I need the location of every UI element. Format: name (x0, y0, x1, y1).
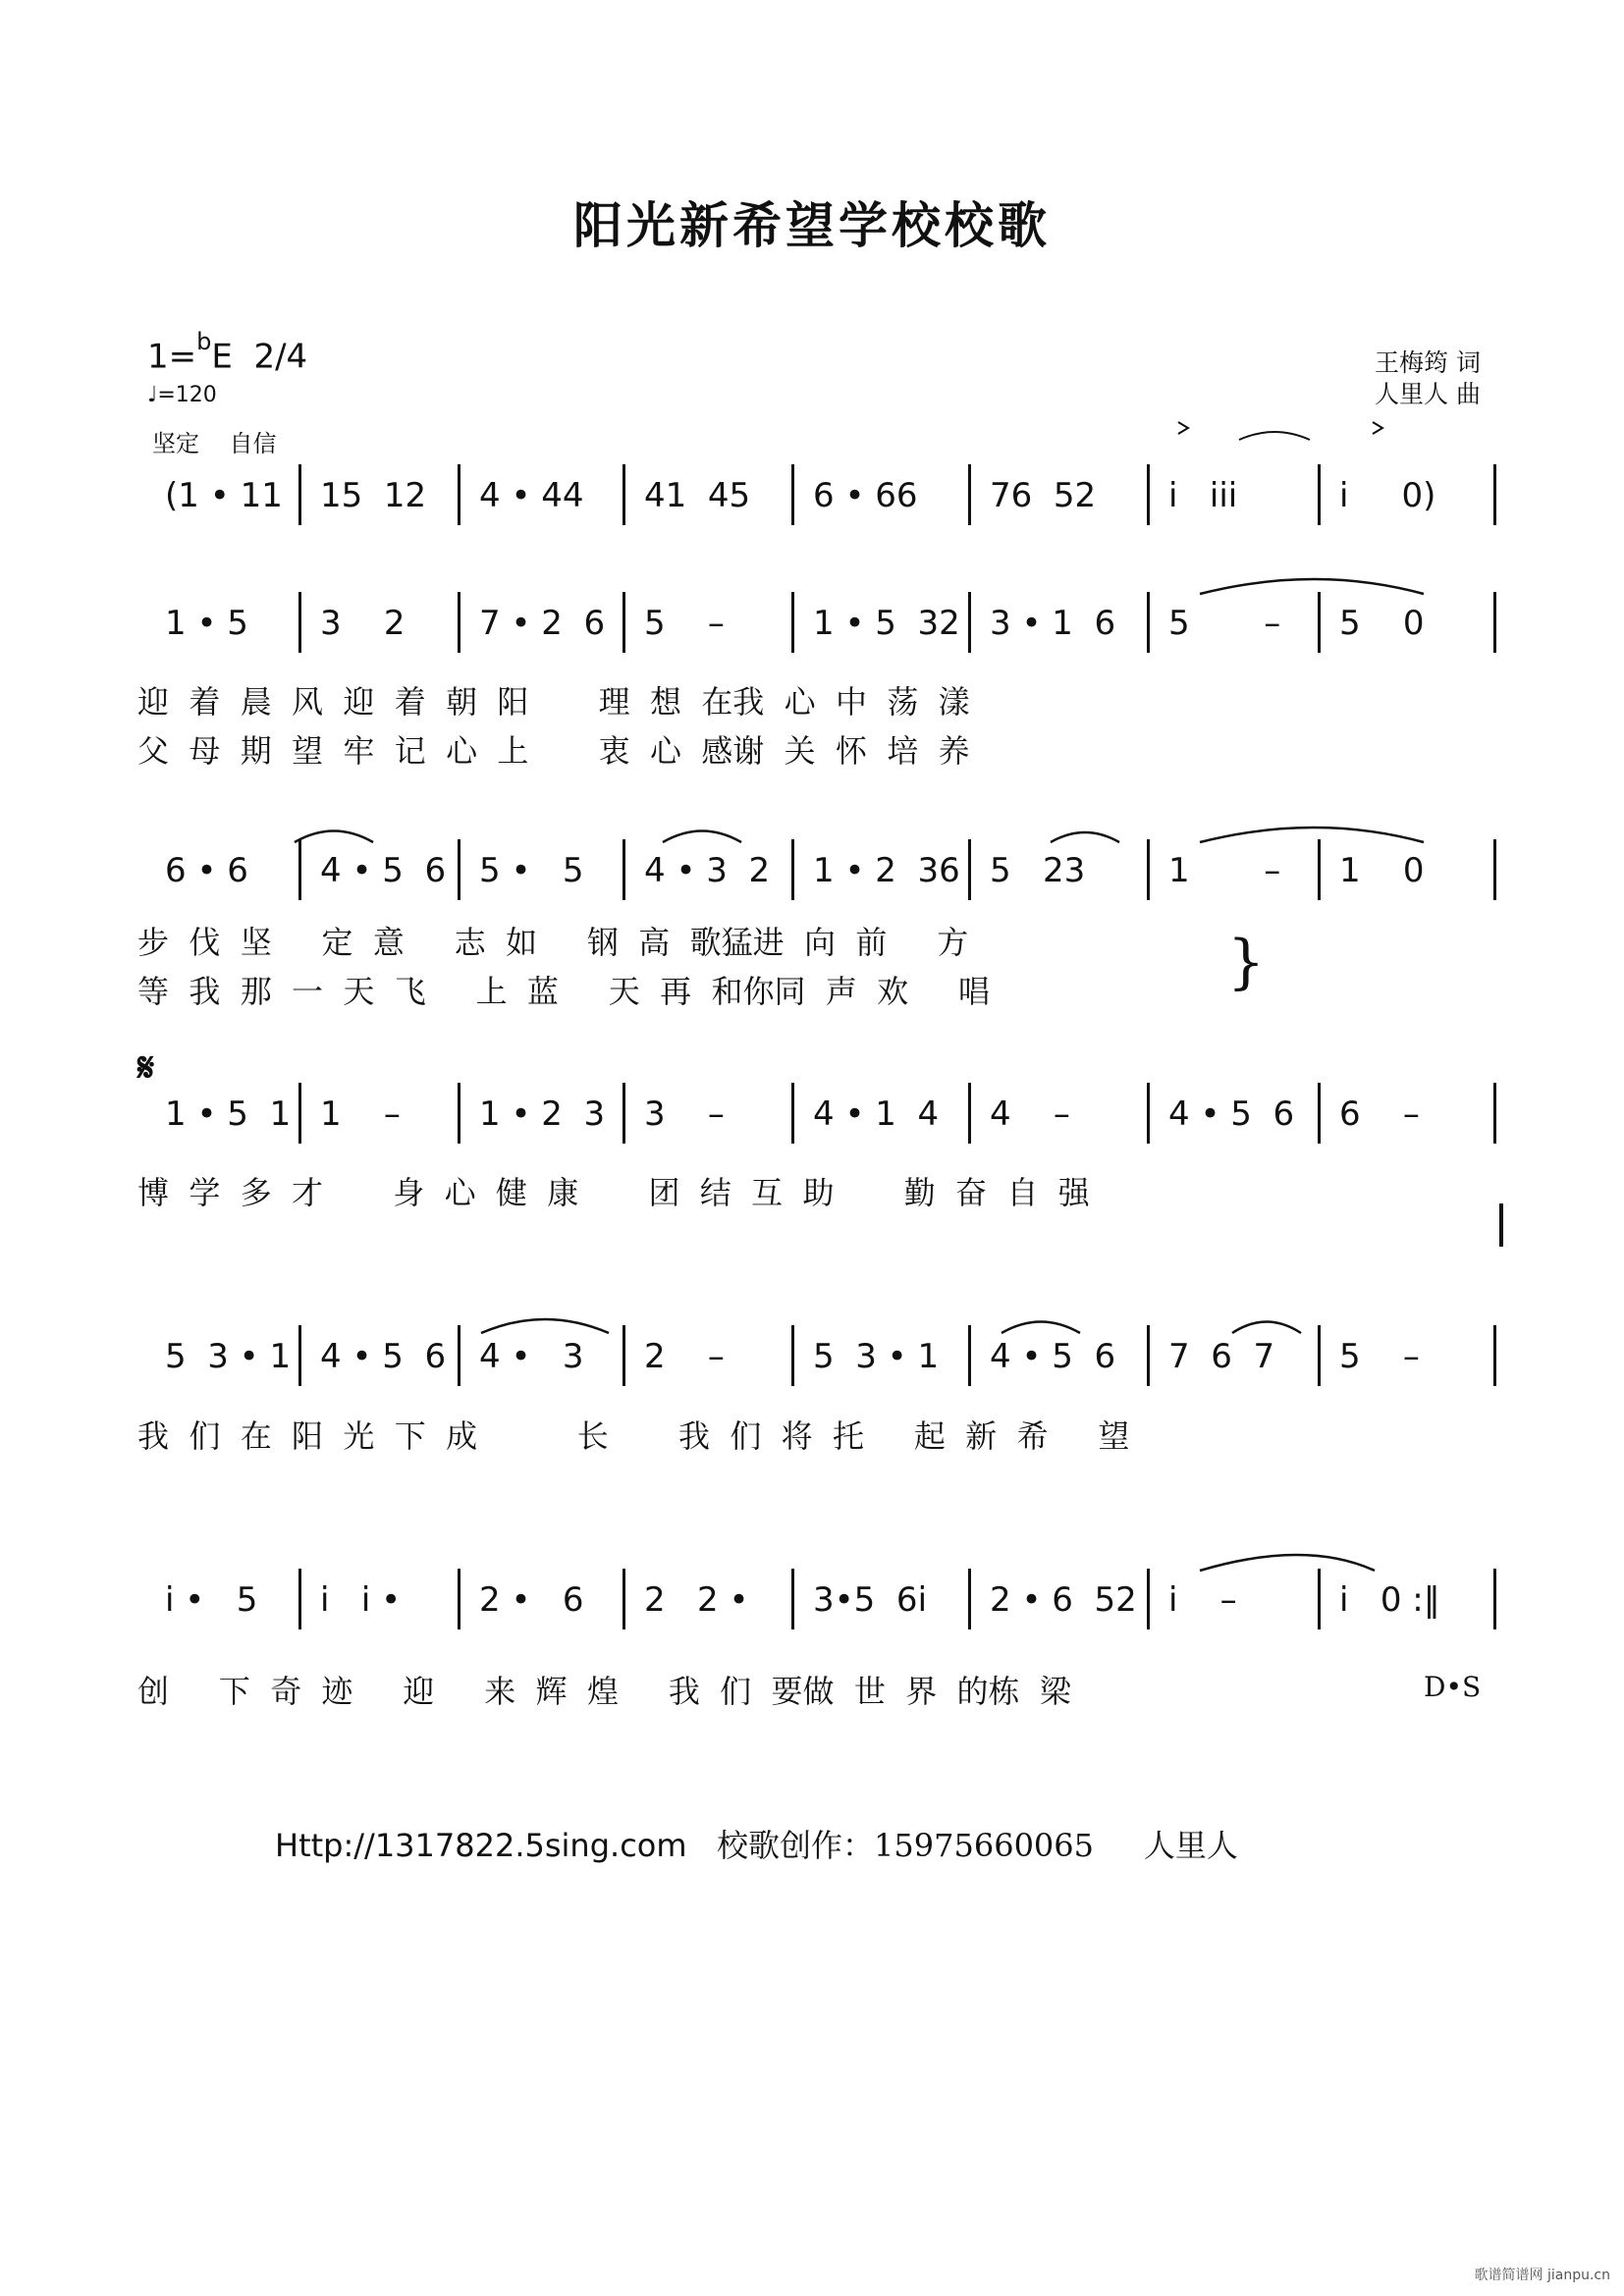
verse-brace: } (1227, 928, 1266, 996)
measure: 1 • 2 3 (479, 1095, 606, 1134)
measure: i – (1168, 1580, 1237, 1620)
flat-sign: b (196, 328, 212, 355)
tempo-marking: ♩=120 (147, 383, 217, 407)
slur-row5-c (1232, 1322, 1301, 1334)
barline (1493, 592, 1496, 653)
measure: 6 • 6 (165, 851, 248, 890)
barline (623, 1325, 625, 1386)
barline (791, 839, 794, 900)
measure: 5 • 5 (479, 851, 584, 890)
barline (458, 464, 460, 525)
barline (458, 592, 460, 653)
time-signature: 2/4 (253, 337, 308, 377)
barline (1147, 464, 1150, 525)
measure: 2 – (644, 1337, 725, 1376)
barline (1147, 592, 1150, 653)
barline (1318, 839, 1321, 900)
barline (968, 1325, 971, 1386)
barline (458, 1083, 460, 1144)
barline (623, 1569, 625, 1629)
barline (1318, 464, 1321, 525)
slur-row5-b (1001, 1322, 1080, 1334)
slur-row3-b (663, 831, 741, 843)
staff-row (137, 1337, 1512, 1396)
lyric-line (137, 967, 1512, 1010)
barline (1318, 592, 1321, 653)
stray-barline (1499, 1203, 1503, 1247)
tie-row6 (1200, 1555, 1375, 1571)
measure: 5 23 (990, 851, 1086, 890)
barline (1493, 1569, 1496, 1629)
measure: 6 • 66 (813, 476, 918, 515)
measure: 3•5 6i (813, 1580, 928, 1620)
measure: 4 • 5 6 (1168, 1095, 1295, 1134)
measure: 5 0 (1339, 604, 1425, 643)
barline (968, 839, 971, 900)
barline (1493, 1325, 1496, 1386)
barline (968, 592, 971, 653)
barline (791, 592, 794, 653)
barline (1147, 1325, 1150, 1386)
staff-row (137, 1095, 1512, 1153)
measure: 1 • 5 1 (165, 1095, 292, 1134)
barline (791, 1083, 794, 1144)
barline (1493, 464, 1496, 525)
lyric-text: 我 们 在 阳 光 下 成 长 我 们 将 托 起 新 希 望 (137, 1417, 1130, 1455)
barline (1493, 839, 1496, 900)
expression-marking: 坚定 自信 (152, 430, 277, 457)
lyric-line (137, 1168, 1512, 1211)
barline (1318, 1569, 1321, 1629)
barline (1147, 1569, 1150, 1629)
barline (623, 1083, 625, 1144)
barline (458, 1325, 460, 1386)
barline (298, 1083, 301, 1144)
barline (298, 592, 301, 653)
slur-row3-a (295, 831, 373, 843)
lyric-text: 博 学 多 才 身 心 健 康 团 结 互 助 勤 奋 自 强 (137, 1174, 1090, 1211)
measure: i 0 :‖ (1339, 1580, 1440, 1620)
key-prefix: 1= (147, 337, 197, 377)
triplet-slur (1239, 432, 1310, 440)
measure: 4 • 3 (479, 1337, 584, 1376)
barline (1493, 1083, 1496, 1144)
measure: 1 • 5 32 (813, 604, 960, 643)
barline (458, 1569, 460, 1629)
footer-label: 校歌创作：15975660065 (717, 1827, 1095, 1864)
measure: 1 – (1168, 851, 1281, 890)
footer (275, 1821, 1238, 1866)
footer-author: 人里人 (1143, 1827, 1238, 1864)
lyric-line (137, 1412, 1512, 1455)
lyric-text: 父 母 期 望 牢 记 心 上 衷 心 感谢 关 怀 培 养 (137, 732, 970, 770)
tie-row2 (1200, 579, 1424, 594)
measure: (1 • 11 (165, 476, 283, 515)
measure: 3 • 1 6 (990, 604, 1116, 643)
barline (1147, 839, 1150, 900)
measure: 1 • 2 36 (813, 851, 960, 890)
composer-credit: 人里人 曲 (1375, 380, 1481, 408)
lyric-text: 迎 着 晨 风 迎 着 朝 阳 理 想 在我 心 中 荡 漾 (137, 683, 970, 721)
measure: 5 3 • 1 (165, 1337, 292, 1376)
lyric-line (137, 726, 1512, 770)
barline (298, 1325, 301, 1386)
measure: 1 – (320, 1095, 401, 1134)
measure: 4 • 5 6 (320, 1337, 447, 1376)
barline (298, 1569, 301, 1629)
measure: 4 • 3 2 (644, 851, 771, 890)
measure: 15 12 (320, 476, 427, 515)
measure: 4 • 5 6 (990, 1337, 1116, 1376)
barline (1318, 1083, 1321, 1144)
measure: 2 • 6 52 (990, 1580, 1137, 1620)
slur-row5-a (481, 1319, 609, 1333)
watermark: 歌谱简谱网 jianpu.cn (1474, 2268, 1610, 2283)
lyric-text: 等 我 那 一 天 飞 上 蓝 天 再 和你同 声 欢 唱 (137, 973, 991, 1010)
measure: 4 – (990, 1095, 1070, 1134)
accent-mark (1373, 422, 1382, 434)
staff-row (137, 604, 1512, 663)
measure: 2 2 • (644, 1580, 749, 1620)
measure: i iii (1168, 476, 1238, 515)
dal-segno-marking: D•S (1424, 1671, 1482, 1703)
measure: 5 – (1339, 1337, 1420, 1376)
measure: 6 – (1339, 1095, 1420, 1134)
key-note: E (211, 337, 233, 377)
barline (458, 839, 460, 900)
accent-mark (1178, 422, 1188, 434)
lyric-text: 创 下 奇 迹 迎 来 辉 煌 我 们 要做 世 界 的栋 梁 (137, 1673, 1071, 1710)
measure: 4 • 1 4 (813, 1095, 940, 1134)
footer-url: Http://1317822.5sing.com (275, 1827, 687, 1864)
lyric-line (137, 677, 1512, 721)
measure: 3 – (644, 1095, 725, 1134)
measure: 1 • 5 (165, 604, 248, 643)
lyric-line (137, 918, 1512, 961)
lyric-line (137, 1667, 1512, 1710)
measure: i 0) (1339, 476, 1436, 515)
staff-row (137, 1580, 1512, 1639)
measure: i i • (320, 1580, 402, 1620)
measure: 4 • 44 (479, 476, 584, 515)
barline (298, 464, 301, 525)
song-title: 阳光新希望学校校歌 (573, 196, 1051, 254)
measure: 7 • 2 6 (479, 604, 606, 643)
lyricist-credit: 王梅筠 词 (1375, 348, 1481, 377)
measure: 7 6 7 (1168, 1337, 1275, 1376)
barline (1318, 1325, 1321, 1386)
staff-row (137, 851, 1512, 910)
barline (791, 1569, 794, 1629)
barline (623, 839, 625, 900)
measure: 76 52 (990, 476, 1097, 515)
barline (623, 464, 625, 525)
segno-sign: 𝄋 (137, 1045, 155, 1091)
measure: 1 0 (1339, 851, 1425, 890)
barline (791, 464, 794, 525)
measure: 5 – (644, 604, 725, 643)
barline (968, 1083, 971, 1144)
measure: 5 3 • 1 (813, 1337, 940, 1376)
barline (298, 839, 301, 900)
measure: i • 5 (165, 1580, 258, 1620)
measure: 41 45 (644, 476, 751, 515)
staff-row (137, 476, 1512, 535)
barline (1147, 1083, 1150, 1144)
tie-row3 (1200, 828, 1424, 842)
measure: 2 • 6 (479, 1580, 584, 1620)
barline (623, 592, 625, 653)
barline (968, 1569, 971, 1629)
key-signature (147, 328, 308, 377)
measure: 5 – (1168, 604, 1281, 643)
lyric-text: 步 伐 坚 定 意 志 如 钢 高 歌猛进 向 前 方 (137, 924, 969, 961)
measure: 3 2 (320, 604, 406, 643)
barline (968, 464, 971, 525)
slur-row3-c (1051, 832, 1119, 842)
measure: 4 • 5 6 (320, 851, 447, 890)
barline (791, 1325, 794, 1386)
